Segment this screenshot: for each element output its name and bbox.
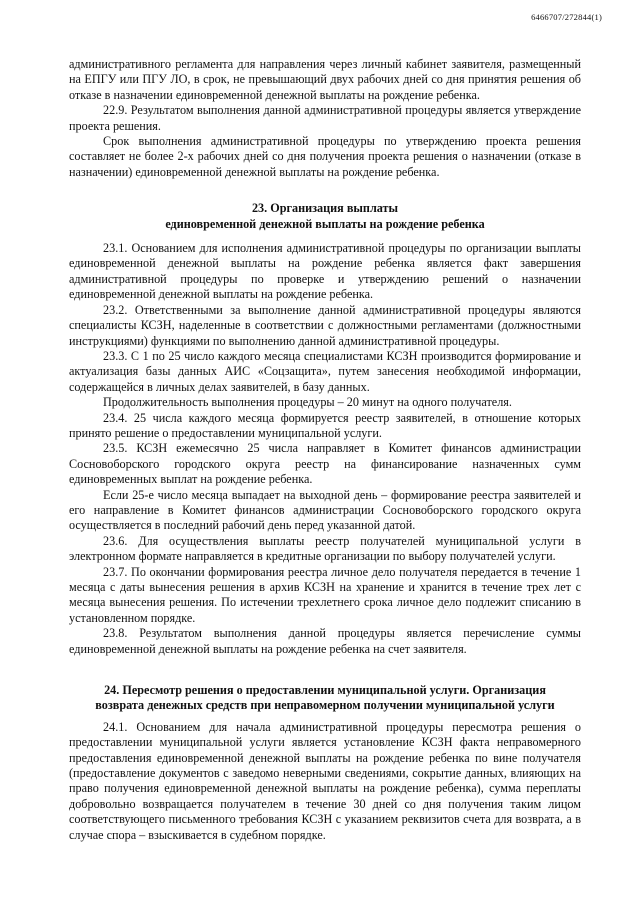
- paragraph-23-1: 23.1. Основанием для исполнения административной процедуры по организации выплаты единовременной денежной выплаты на рождение ребенка является факт завершения административной процедуры по проверке и утверждению решений о назначении единовременной денежной выплаты на рождение ребенка.: [69, 241, 581, 302]
- paragraph-22-9: 22.9. Результатом выполнения данной административной процедуры является утверждение проекта решения.: [69, 103, 581, 133]
- paragraph-24-1: 24.1. Основанием для начала административной процедуры пересмотра решения о предоставлении муниципальной услуги является установление КСЗН факта неправомерного предоставления единовременной денежной выплаты на рождение ребенка по вине получателя (предоставление документов с заведомо неверными сведениями, сокрытие данных, влияющих на право получения единовременной денежной выплаты на рождение ребенка), сумма переплаты добровольно возвращается получателем в течение 30 дней со дня получения таким лицом соответствующего письменного требования КСЗН с указанием реквизитов счета для возврата, а в случае спора – взыскивается в судебном порядке.: [69, 719, 581, 842]
- section-24-title-line1: 24. Пересмотр решения о предоставлении муниципальной услуги. Организация: [104, 683, 546, 698]
- paragraph-23-3: 23.3. С 1 по 25 число каждого месяца специалистами КСЗН производится формирование и актуализация базы данных АИС «Соцзащита», путем занесения необходимой информации, содержащейся в личных делах заявителей, в базу данных.: [69, 348, 581, 394]
- spacer: [69, 657, 581, 683]
- paragraph-23-8: 23.8. Результатом выполнения данной процедуры является перечисление суммы единовременной денежной выплаты на рождение ребенка на счет заявителя.: [69, 626, 581, 656]
- paragraph-22-9-term: Срок выполнения административной процедуры по утверждению проекта решения составляет не более 2-х рабочих дней со дня получения проекта решения о назначении (отказе в назначении) единовременной денежной выплаты на рождение ребенка.: [69, 134, 581, 179]
- paragraph-23-2: 23.2. Ответственными за выполнение данной административной процедуры являются специалисты КСЗН, наделенные в соответствии с должностными регламентами (должностными инструкциями) функциями по выполнению данной административной процедуры.: [69, 302, 581, 348]
- paragraph-23-5: 23.5. КСЗН ежемесячно 25 числа направляет в Комитет финансов администрации Сосновоборского городского округа реестр на финансирование назначенных сумм единовременных выплат на рождение ребенка.: [69, 441, 581, 487]
- section-23-title-line1: 23. Организация выплаты: [251, 201, 399, 216]
- paragraph-23-3-duration: Продолжительность выполнения процедуры – 20 минут на одного получателя.: [103, 395, 512, 410]
- paragraph-23-7: 23.7. По окончании формирования реестра личное дело получателя передается в течение 1 месяца с даты вынесения решения в архив КСЗН на хранение и хранится в течение трех лет с месяца вынесения решения. По истечении трехлетнего срока личное дело подлежит списанию в установленном порядке.: [69, 564, 581, 625]
- section-23-title-line2: единовременной денежной выплаты на рождение ребенка: [165, 216, 485, 231]
- paragraph-23-5-weekend: Если 25-е число месяца выпадает на выходной день – формирование реестра заявителей и его направление в Комитет финансов администрации Сосновоборского городского округа осуществляется в последний рабочий день перед указанной датой.: [69, 487, 581, 533]
- document-page: [69, 57, 581, 843]
- paragraph-23-4: 23.4. 25 числа каждого месяца формируется реестр заявителей, в отношение которых принято решение о предоставлении муниципальной услуги.: [69, 410, 581, 440]
- document-id: 6466707/272844(1): [531, 12, 602, 22]
- spacer: [69, 180, 581, 201]
- paragraph-22-8-continuation: административного регламента для направления через личный кабинет заявителя, размещенный на ЕПГУ или ПГУ ЛО, в срок, не превышающий двух рабочих дней со дня принятия решения об отказе в назначении единовременной денежной выплаты на рождение ребенка.: [69, 57, 581, 102]
- section-24-title-line2: возврата денежных средств при неправомерном получении муниципальной услуги: [95, 698, 555, 713]
- paragraph-23-6: 23.6. Для осуществления выплаты реестр получателей муниципальной услуги в электронном формате направляется в кредитные организации по выбору получателей услуги.: [69, 533, 581, 564]
- spacer: [69, 232, 581, 241]
